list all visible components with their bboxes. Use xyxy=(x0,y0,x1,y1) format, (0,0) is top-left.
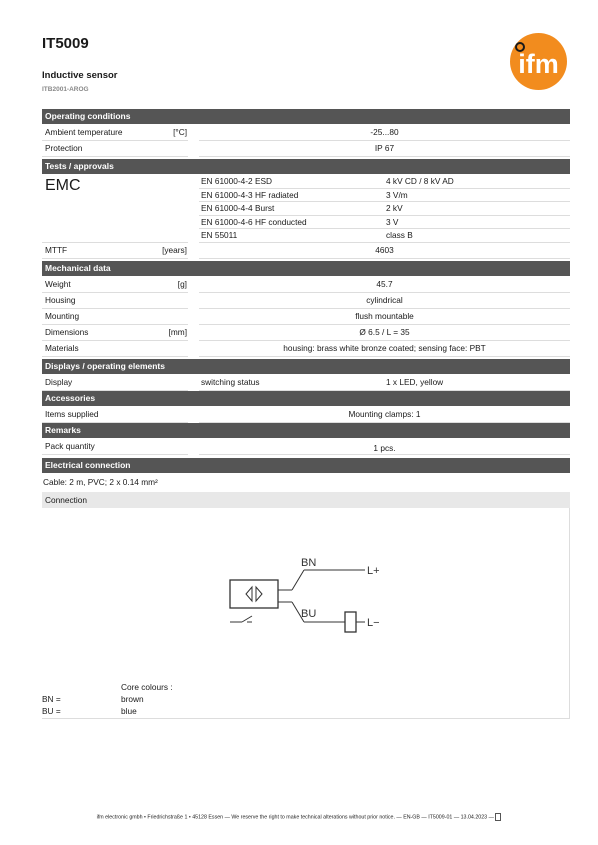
row-unit: [years] xyxy=(162,244,187,255)
bu-key: BU = xyxy=(42,705,61,716)
row-weight xyxy=(42,277,570,293)
row-label: Display xyxy=(45,376,73,387)
row-value: Ø 6.5 / L = 35 xyxy=(359,326,410,337)
row-value-1: switching status xyxy=(201,376,260,387)
row-value-2: 1 x LED, yellow xyxy=(386,376,444,387)
emc-block xyxy=(42,175,570,243)
emc-row xyxy=(42,216,570,230)
bn-label: BN xyxy=(301,556,317,569)
page-footer xyxy=(0,813,598,821)
section-displays: Displays / operating elements xyxy=(42,359,570,374)
row-label: Dimensions xyxy=(45,326,89,337)
section-electrical-connection: Electrical connection xyxy=(42,458,570,473)
row-label: MTTF xyxy=(45,244,68,255)
row-label: Housing xyxy=(45,294,76,305)
emc-standard: EN 61000-4-3 HF radiated xyxy=(201,189,299,200)
ifm-logo xyxy=(510,33,567,90)
product-subtitle: Inductive sensor xyxy=(42,70,118,81)
emc-standard: EN 61000-4-2 ESD xyxy=(201,176,273,186)
l-minus-label: L− xyxy=(367,616,380,629)
connection-header: Connection xyxy=(42,492,570,508)
row-label: Materials xyxy=(45,342,79,353)
product-title: IT5009 xyxy=(42,35,89,52)
row-value: -25...80 xyxy=(370,127,399,137)
emc-row xyxy=(42,202,570,216)
footer-text: ifm electronic gmbh • Friedrichstraße 1 • 45128 Essen — We reserve the right to make technical alterations without prior notice. — EN-GB — IT5009-01 — 13.04.2023 — xyxy=(96,814,494,821)
row-unit: [mm] xyxy=(168,326,187,337)
row-unit: [°C] xyxy=(173,127,187,137)
emc-standard: EN 55011 xyxy=(201,230,238,240)
section-remarks: Remarks xyxy=(42,423,570,438)
row-label: Items supplied xyxy=(45,408,99,419)
row-value: IP 67 xyxy=(374,143,395,153)
emc-row xyxy=(42,175,570,189)
row-value: Mounting clamps: 1 xyxy=(348,408,421,419)
row-value: 1 pcs. xyxy=(373,442,396,453)
row-display xyxy=(42,375,570,391)
emc-value: class B xyxy=(386,230,413,240)
row-value: 4603 xyxy=(375,244,394,255)
datasheet-table xyxy=(42,109,570,719)
row-label: Mounting xyxy=(45,310,80,321)
row-dimensions xyxy=(42,325,570,341)
row-mttf xyxy=(42,243,570,259)
emc-row xyxy=(42,189,570,203)
emc-row xyxy=(42,229,570,243)
row-cable xyxy=(42,474,570,492)
section-tests-approvals: Tests / approvals xyxy=(42,159,570,174)
section-mechanical-data: Mechanical data xyxy=(42,261,570,276)
bu-label: BU xyxy=(301,607,317,620)
cable-text: Cable: 2 m, PVC; 2 x 0.14 mm² xyxy=(43,476,158,487)
section-accessories: Accessories xyxy=(42,391,570,406)
bu-value: blue xyxy=(121,705,137,716)
row-label: Pack quantity xyxy=(45,440,95,451)
row-materials xyxy=(42,341,570,357)
row-label: Ambient temperature xyxy=(45,127,123,137)
emc-standard: EN 61000-4-6 HF conducted xyxy=(201,216,307,227)
row-value: 45.7 xyxy=(376,278,393,289)
connection-diagram-box xyxy=(42,508,570,719)
l-plus-label: L+ xyxy=(367,564,380,577)
row-unit: [g] xyxy=(177,278,187,289)
row-label: Protection xyxy=(45,143,83,153)
section-operating-conditions: Operating conditions xyxy=(42,109,570,124)
row-value: housing: brass white bronze coated; sensing face: PBT xyxy=(283,342,486,353)
emc-value: 3 V/m xyxy=(386,189,408,200)
logo-text: ifm xyxy=(518,49,559,79)
row-value: cylindrical xyxy=(366,294,403,305)
page-number-icon xyxy=(495,813,501,821)
emc-label: EMC xyxy=(45,177,81,194)
core-colours-title: Core colours : xyxy=(121,681,173,692)
row-ambient-temperature xyxy=(42,125,570,141)
row-mounting xyxy=(42,309,570,325)
row-pack-quantity xyxy=(42,439,570,455)
row-housing xyxy=(42,293,570,309)
row-value: flush mountable xyxy=(355,310,414,321)
bn-key: BN = xyxy=(42,693,61,704)
article-code: ITB2001-AROG xyxy=(42,86,89,93)
row-label: Weight xyxy=(45,278,71,289)
bn-value: brown xyxy=(121,693,144,704)
emc-standard: EN 61000-4-4 Burst xyxy=(201,203,275,213)
emc-value: 2 kV xyxy=(386,203,403,213)
emc-value: 3 V xyxy=(386,216,399,227)
emc-value: 4 kV CD / 8 kV AD xyxy=(386,176,454,186)
row-protection xyxy=(42,141,570,157)
row-items-supplied xyxy=(42,407,570,423)
